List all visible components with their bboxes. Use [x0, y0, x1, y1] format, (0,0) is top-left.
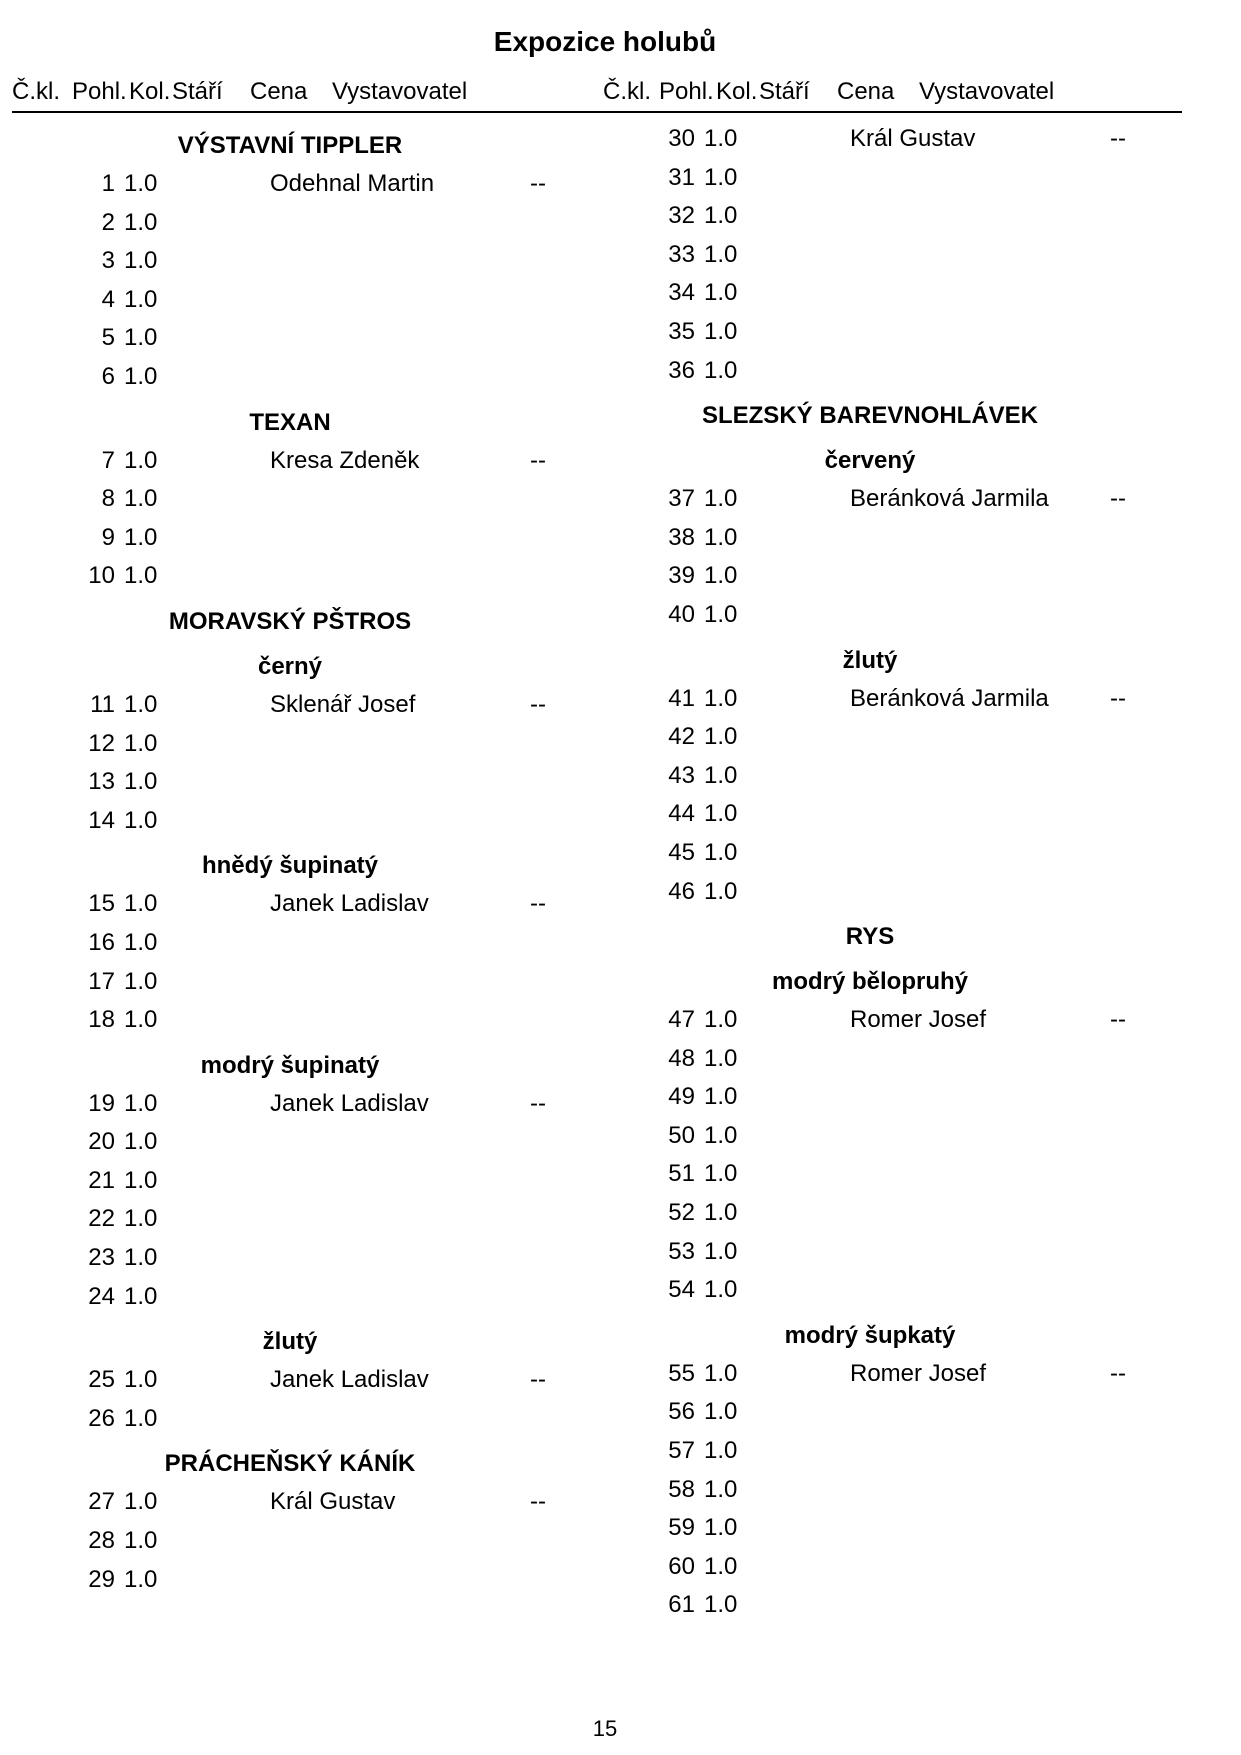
- entry-exhibitor: Janek Ladislav: [270, 1089, 429, 1117]
- entry-row: [0, 1237, 580, 1276]
- header-col-age: Stáří: [759, 78, 810, 105]
- breed-heading-text: SLEZSKÝ BAREVNOHLÁVEK: [701, 402, 1039, 430]
- entry-sex: 1.0: [704, 1591, 738, 1619]
- entry-sex: 1.0: [704, 202, 738, 230]
- header-col-number: Č.kl.: [12, 78, 60, 105]
- breed-heading: [580, 909, 1160, 954]
- breed-heading-text: PRÁCHEŇSKÝ KÁNÍK: [164, 1450, 416, 1478]
- entry-row: [580, 1546, 1160, 1585]
- breed-heading-text: modrý šupkatý: [784, 1321, 956, 1349]
- entry-row: [580, 716, 1160, 755]
- header-right: [603, 78, 1163, 108]
- breed-heading: [0, 118, 580, 163]
- entry-number: 57: [668, 1437, 695, 1465]
- entry-sex: 1.0: [124, 967, 158, 995]
- entry-row: [580, 1469, 1160, 1508]
- entry-row: [0, 961, 580, 1000]
- entry-number: 37: [668, 485, 695, 513]
- entry-sex: 1.0: [704, 163, 738, 191]
- breed-heading-text: modrý bělopruhý: [771, 968, 969, 996]
- entry-sex: 1.0: [704, 1398, 738, 1426]
- entry-number: 39: [668, 562, 695, 590]
- entry-number: 44: [668, 800, 695, 828]
- breed-heading: [0, 594, 580, 639]
- entry-number: 6: [101, 362, 115, 390]
- entry-sex: 1.0: [124, 247, 158, 275]
- entry-number: 18: [88, 1006, 115, 1034]
- entry-number: 53: [668, 1237, 695, 1265]
- entry-row: [580, 1076, 1160, 1115]
- entry-number: 51: [668, 1160, 695, 1188]
- entry-number: 28: [88, 1527, 115, 1555]
- breed-heading-text: TEXAN: [249, 408, 331, 436]
- entry-sex: 1.0: [704, 1006, 738, 1034]
- entry-sex: 1.0: [124, 928, 158, 956]
- entry-sex: 1.0: [704, 838, 738, 866]
- entry-sex: 1.0: [124, 208, 158, 236]
- entry-row: [580, 1231, 1160, 1270]
- entry-price: --: [1110, 125, 1126, 152]
- entry-number: 49: [668, 1083, 695, 1111]
- entry-price: --: [530, 890, 546, 918]
- entry-sex: 1.0: [124, 1128, 158, 1156]
- entry-sex: 1.0: [704, 279, 738, 307]
- left-column: [0, 118, 580, 1597]
- entry-row: [580, 1153, 1160, 1192]
- entry-number: 9: [101, 523, 115, 551]
- breed-heading-text: hnědý šupinatý: [201, 852, 379, 880]
- entry-sex: 1.0: [124, 446, 158, 474]
- breed-heading-text: žlutý: [262, 1328, 318, 1356]
- entry-sex: 1.0: [124, 1244, 158, 1272]
- entry-sex: 1.0: [704, 1083, 738, 1111]
- entry-sex: 1.0: [124, 1404, 158, 1432]
- entry-price: --: [530, 1089, 546, 1117]
- breed-heading: [580, 633, 1160, 678]
- entry-row: [580, 678, 1160, 717]
- entry-exhibitor: Kresa Zdeněk: [270, 446, 420, 474]
- entry-row: [0, 279, 580, 318]
- header-left: [12, 78, 572, 108]
- entry-sex: 1.0: [704, 1121, 738, 1149]
- entry-number: 14: [88, 806, 115, 834]
- header-col-exhibitor: Vystavovatel: [332, 78, 468, 105]
- entry-sex: 1.0: [124, 690, 158, 718]
- entry-number: 50: [668, 1121, 695, 1149]
- breed-heading: [580, 433, 1160, 478]
- entry-sex: 1.0: [704, 1552, 738, 1580]
- entry-price: --: [530, 446, 546, 474]
- entry-row: [580, 272, 1160, 311]
- entry-number: 45: [668, 838, 695, 866]
- entry-number: 30: [668, 125, 695, 152]
- entry-number: 7: [101, 446, 115, 474]
- entry-sex: 1.0: [704, 684, 738, 712]
- entry-sex: 1.0: [704, 1276, 738, 1304]
- entry-sex: 1.0: [704, 317, 738, 345]
- entry-sex: 1.0: [124, 485, 158, 513]
- entry-number: 33: [668, 240, 695, 268]
- entry-row: [0, 1398, 580, 1437]
- entry-row: [0, 800, 580, 839]
- entry-row: [580, 1391, 1160, 1430]
- entry-number: 55: [668, 1359, 695, 1387]
- entry-number: 43: [668, 761, 695, 789]
- entry-number: 35: [668, 317, 695, 345]
- entry-sex: 1.0: [124, 362, 158, 390]
- entry-sex: 1.0: [124, 1166, 158, 1194]
- entry-sex: 1.0: [704, 1237, 738, 1265]
- entry-exhibitor: Romer Josef: [850, 1359, 987, 1387]
- entry-sex: 1.0: [124, 768, 158, 796]
- entry-row: [0, 999, 580, 1038]
- entry-row: [0, 517, 580, 556]
- entry-sex: 1.0: [124, 562, 158, 590]
- header-col-sex: Pohl.: [659, 78, 714, 105]
- entry-sex: 1.0: [704, 600, 738, 628]
- entry-sex: 1.0: [124, 170, 158, 197]
- entry-number: 10: [88, 562, 115, 590]
- entry-number: 19: [88, 1089, 115, 1117]
- entry-row: [0, 163, 580, 202]
- entry-sex: 1.0: [124, 890, 158, 918]
- entry-sex: 1.0: [124, 1205, 158, 1233]
- header-col-number: Č.kl.: [603, 78, 651, 105]
- breed-heading: [0, 1436, 580, 1481]
- entry-number: 47: [668, 1006, 695, 1034]
- entry-number: 29: [88, 1565, 115, 1593]
- entry-row: [580, 234, 1160, 273]
- header-col-ring: Kol.: [129, 78, 171, 105]
- header-col-ring: Kol.: [716, 78, 758, 105]
- entry-exhibitor: Beránková Jarmila: [850, 485, 1049, 513]
- entry-number: 21: [88, 1166, 115, 1194]
- entry-number: 31: [668, 163, 695, 191]
- entry-row: [0, 478, 580, 517]
- entry-number: 38: [668, 523, 695, 551]
- header-col-price: Cena: [837, 78, 895, 105]
- entry-number: 1: [101, 170, 115, 197]
- entry-row: [0, 555, 580, 594]
- entry-row: [580, 1353, 1160, 1392]
- entry-sex: 1.0: [704, 800, 738, 828]
- entry-row: [580, 594, 1160, 633]
- entry-row: [580, 832, 1160, 871]
- entry-price: --: [530, 170, 546, 197]
- entry-sex: 1.0: [124, 1527, 158, 1555]
- entry-price: --: [530, 690, 546, 718]
- entry-number: 16: [88, 928, 115, 956]
- entry-sex: 1.0: [704, 523, 738, 551]
- entry-row: [0, 1359, 580, 1398]
- entry-number: 24: [88, 1282, 115, 1310]
- entry-row: [0, 922, 580, 961]
- header-divider: [12, 111, 1182, 113]
- entry-row: [0, 723, 580, 762]
- breed-heading: [0, 639, 580, 684]
- entry-sex: 1.0: [124, 1565, 158, 1593]
- breed-heading-text: VÝSTAVNÍ TIPPLER: [177, 132, 403, 159]
- entry-sex: 1.0: [704, 761, 738, 789]
- entry-sex: 1.0: [124, 523, 158, 551]
- entry-row: [580, 755, 1160, 794]
- entry-exhibitor: Beránková Jarmila: [850, 684, 1049, 712]
- entry-number: 13: [88, 768, 115, 796]
- entry-sex: 1.0: [124, 285, 158, 313]
- entry-sex: 1.0: [704, 125, 738, 152]
- entry-number: 22: [88, 1205, 115, 1233]
- entry-sex: 1.0: [704, 1199, 738, 1227]
- entry-number: 32: [668, 202, 695, 230]
- entry-number: 36: [668, 356, 695, 384]
- entry-number: 60: [668, 1552, 695, 1580]
- entry-number: 5: [101, 324, 115, 352]
- entry-row: [0, 202, 580, 241]
- entry-sex: 1.0: [124, 729, 158, 757]
- entry-number: 61: [668, 1591, 695, 1619]
- breed-heading: [580, 1308, 1160, 1353]
- entry-number: 25: [88, 1366, 115, 1394]
- entry-price: --: [1110, 1359, 1126, 1387]
- entry-sex: 1.0: [124, 324, 158, 352]
- entry-sex: 1.0: [704, 562, 738, 590]
- breed-heading: [0, 1038, 580, 1083]
- entry-row: [0, 1481, 580, 1520]
- entry-row: [580, 1430, 1160, 1469]
- entry-row: [580, 871, 1160, 910]
- entry-row: [0, 1198, 580, 1237]
- entry-sex: 1.0: [704, 1044, 738, 1072]
- entry-row: [580, 555, 1160, 594]
- entry-number: 40: [668, 600, 695, 628]
- entry-sex: 1.0: [124, 1282, 158, 1310]
- page-title: Expozice holubů: [493, 26, 717, 57]
- entry-sex: 1.0: [704, 1359, 738, 1387]
- entry-row: [580, 1115, 1160, 1154]
- entry-sex: 1.0: [124, 1488, 158, 1516]
- entry-sex: 1.0: [704, 723, 738, 751]
- breed-heading-text: žlutý: [842, 646, 898, 674]
- entry-number: 2: [101, 208, 115, 236]
- entry-row: [580, 1269, 1160, 1308]
- entry-number: 23: [88, 1244, 115, 1272]
- entry-number: 56: [668, 1398, 695, 1426]
- entry-row: [0, 440, 580, 479]
- breed-heading-text: červený: [824, 447, 916, 475]
- entry-price: --: [530, 1488, 546, 1516]
- entry-exhibitor: Janek Ladislav: [270, 890, 429, 918]
- entry-sex: 1.0: [704, 356, 738, 384]
- entry-sex: 1.0: [124, 1366, 158, 1394]
- breed-heading: [0, 838, 580, 883]
- entry-sex: 1.0: [704, 1514, 738, 1542]
- entry-row: [580, 1192, 1160, 1231]
- entry-price: --: [1110, 684, 1126, 712]
- breed-heading: [580, 388, 1160, 433]
- header-col-price: Cena: [250, 78, 308, 105]
- entry-number: 15: [88, 890, 115, 918]
- entry-number: 20: [88, 1128, 115, 1156]
- entry-exhibitor: Král Gustav: [270, 1488, 396, 1516]
- entry-number: 41: [668, 684, 695, 712]
- entry-row: [0, 240, 580, 279]
- entry-exhibitor: Odehnal Martin: [270, 170, 435, 197]
- entry-row: [0, 1121, 580, 1160]
- entry-price: --: [1110, 485, 1126, 513]
- right-column: [580, 118, 1160, 1623]
- breed-heading-text: MORAVSKÝ PŠTROS: [168, 607, 412, 635]
- entry-sex: 1.0: [704, 240, 738, 268]
- entry-exhibitor: Sklenář Josef: [270, 690, 416, 718]
- breed-heading-text: modrý šupinatý: [200, 1051, 380, 1079]
- entry-row: [580, 195, 1160, 234]
- entry-row: [580, 1038, 1160, 1077]
- entry-sex: 1.0: [704, 877, 738, 905]
- entry-number: 11: [90, 690, 115, 718]
- header-col-exhibitor: Vystavovatel: [919, 78, 1055, 105]
- entry-number: 3: [101, 247, 115, 275]
- entry-number: 48: [668, 1044, 695, 1072]
- header-col-age: Stáří: [172, 78, 223, 105]
- entry-sex: 1.0: [704, 1160, 738, 1188]
- entry-number: 59: [668, 1514, 695, 1542]
- entry-row: [0, 1276, 580, 1315]
- page-number: 15: [592, 1716, 618, 1741]
- entry-row: [0, 1520, 580, 1559]
- entry-number: 26: [88, 1404, 115, 1432]
- entry-row: [0, 356, 580, 395]
- entry-sex: 1.0: [704, 1437, 738, 1465]
- entry-row: [0, 1559, 580, 1598]
- breed-heading: [0, 1314, 580, 1359]
- entry-row: [0, 317, 580, 356]
- entry-price: --: [530, 1366, 546, 1394]
- entry-number: 17: [88, 967, 115, 995]
- entry-sex: 1.0: [704, 485, 738, 513]
- entry-row: [0, 1083, 580, 1122]
- entry-row: [580, 1584, 1160, 1623]
- entry-number: 42: [668, 723, 695, 751]
- entry-row: [580, 311, 1160, 350]
- entry-row: [580, 999, 1160, 1038]
- entry-number: 27: [88, 1488, 115, 1516]
- entry-row: [0, 1160, 580, 1199]
- entry-exhibitor: Král Gustav: [850, 125, 976, 152]
- entry-number: 54: [668, 1276, 695, 1304]
- breed-heading: [580, 954, 1160, 999]
- entry-row: [580, 118, 1160, 157]
- entry-number: 52: [668, 1199, 695, 1227]
- entry-row: [580, 157, 1160, 196]
- breed-heading-text: černý: [257, 652, 323, 680]
- entry-sex: 1.0: [704, 1475, 738, 1503]
- entry-number: 58: [668, 1475, 695, 1503]
- breed-heading: [0, 395, 580, 440]
- entry-row: [580, 1507, 1160, 1546]
- entry-sex: 1.0: [124, 1089, 158, 1117]
- entry-number: 8: [101, 485, 115, 513]
- entry-row: [580, 478, 1160, 517]
- entry-exhibitor: Romer Josef: [850, 1006, 987, 1034]
- entry-number: 4: [101, 285, 115, 313]
- entry-row: [580, 350, 1160, 389]
- entry-sex: 1.0: [124, 806, 158, 834]
- entry-sex: 1.0: [124, 1006, 158, 1034]
- breed-heading-text: RYS: [845, 923, 895, 951]
- entry-row: [580, 517, 1160, 556]
- entry-number: 34: [668, 279, 695, 307]
- header-col-sex: Pohl.: [72, 78, 127, 105]
- entry-price: --: [1110, 1006, 1126, 1034]
- entry-row: [0, 883, 580, 922]
- entry-row: [0, 684, 580, 723]
- entry-number: 12: [88, 729, 115, 757]
- entry-row: [580, 793, 1160, 832]
- entry-row: [0, 761, 580, 800]
- entry-exhibitor: Janek Ladislav: [270, 1366, 429, 1394]
- entry-number: 46: [668, 877, 695, 905]
